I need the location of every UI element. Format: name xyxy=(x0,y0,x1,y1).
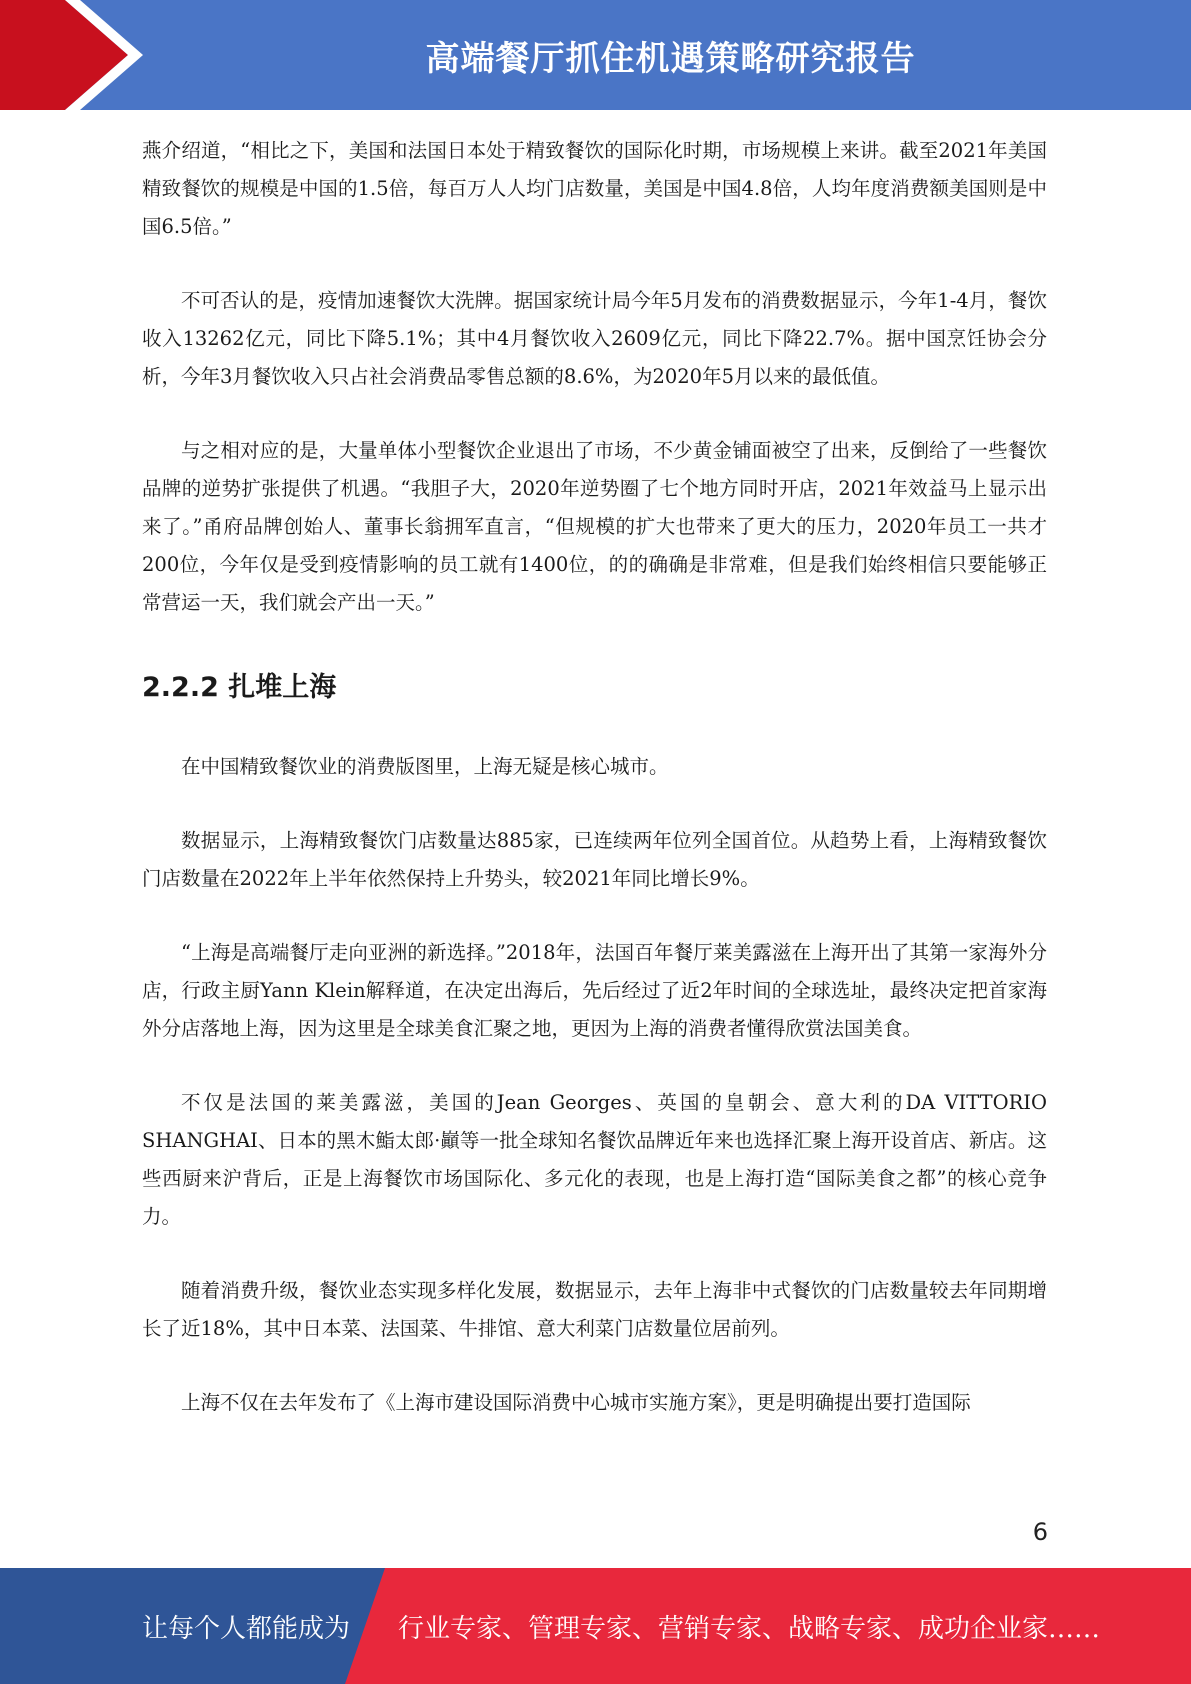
header-title: 高端餐厅抓住机遇策略研究报告 xyxy=(425,38,916,79)
paragraph: “上海是高端餐厅走向亚洲的新选择。”2018年，法国百年餐厅莱美露滋在上海开出了其第一家海外分店，行政主厨Yann Klein解释道，在决定出海后，先后经过了近2年时间的全球选址，最终决定把首家海外分店落地上海，因为这里是全球美食汇聚之地，更因为上海的消费者懂得欣赏法国美食。 xyxy=(142,941,1047,1040)
paragraph: 不仅是法国的莱美露滋，美国的Jean Georges、英国的皇朝会、意大利的DA VITTORIO SHANGHAI、日本的黑木鮨太郎·巓等一批全球知名餐饮品牌近年来也选择汇聚上海开设首店、新店。这些西厨来沪背后，正是上海餐饮市场国际化、多元化的表现，也是上海打造“国际美食之都”的核心竞争力。 xyxy=(142,1091,1047,1228)
page-number: 6 xyxy=(1032,1518,1048,1546)
header-arrow-icon xyxy=(0,0,160,110)
footer-slogan-left: 让每个人都能成为 xyxy=(142,1613,351,1644)
document-body xyxy=(142,132,1047,1458)
paragraph: 燕介绍道，“相比之下，美国和法国日本处于精致餐饮的国际化时期，市场规模上来讲。截至2021年美国精致餐饮的规模是中国的1.5倍，每百万人人均门店数量，美国是中国4.8倍，人均年度消费额美国则是中国6.5倍。” xyxy=(142,139,1047,238)
section-heading: 2.2.2 扎堆上海 xyxy=(142,672,337,703)
paragraph: 不可否认的是，疫情加速餐饮大洗牌。据国家统计局今年5月发布的消费数据显示，今年1-4月，餐饮收入13262亿元，同比下降5.1%；其中4月餐饮收入2609亿元，同比下降22.7%。据中国烹饪协会分析，今年3月餐饮收入只占社会消费品零售总额的8.6%，为2020年5月以来的最低值。 xyxy=(142,289,1047,388)
footer-slogan-right: 行业专家、管理专家、营销专家、战略专家、成功企业家…… xyxy=(398,1613,1101,1644)
footer-banner xyxy=(0,1568,1191,1684)
paragraph: 数据显示，上海精致餐饮门店数量达885家，已连续两年位列全国首位。从趋势上看，上海精致餐饮门店数量在2022年上半年依然保持上升势头，较2021年同比增长9%。 xyxy=(142,829,1047,890)
paragraph: 与之相对应的是，大量单体小型餐饮企业退出了市场，不少黄金铺面被空了出来，反倒给了一些餐饮品牌的逆势扩张提供了机遇。“我胆子大，2020年逆势圈了七个地方同时开店，2021年效益马上显示出来了。”甬府品牌创始人、董事长翁拥军直言，“但规模的扩大也带来了更大的压力，2020年员工一共才200位，今年仅是受到疫情影响的员工就有1400位，的的确确是非常难，但是我们始终相信只要能够正常营运一天，我们就会产出一天。” xyxy=(142,439,1047,614)
paragraph: 在中国精致餐饮业的消费版图里，上海无疑是核心城市。 xyxy=(181,755,669,778)
header-bar xyxy=(0,0,1191,110)
paragraph: 随着消费升级，餐饮业态实现多样化发展，数据显示，去年上海非中式餐饮的门店数量较去年同期增长了近18%，其中日本菜、法国菜、牛排馆、意大利菜门店数量位居前列。 xyxy=(142,1279,1047,1340)
paragraph: 上海不仅在去年发布了《上海市建设国际消费中心城市实施方案》，更是明确提出要打造国际 xyxy=(181,1391,971,1414)
